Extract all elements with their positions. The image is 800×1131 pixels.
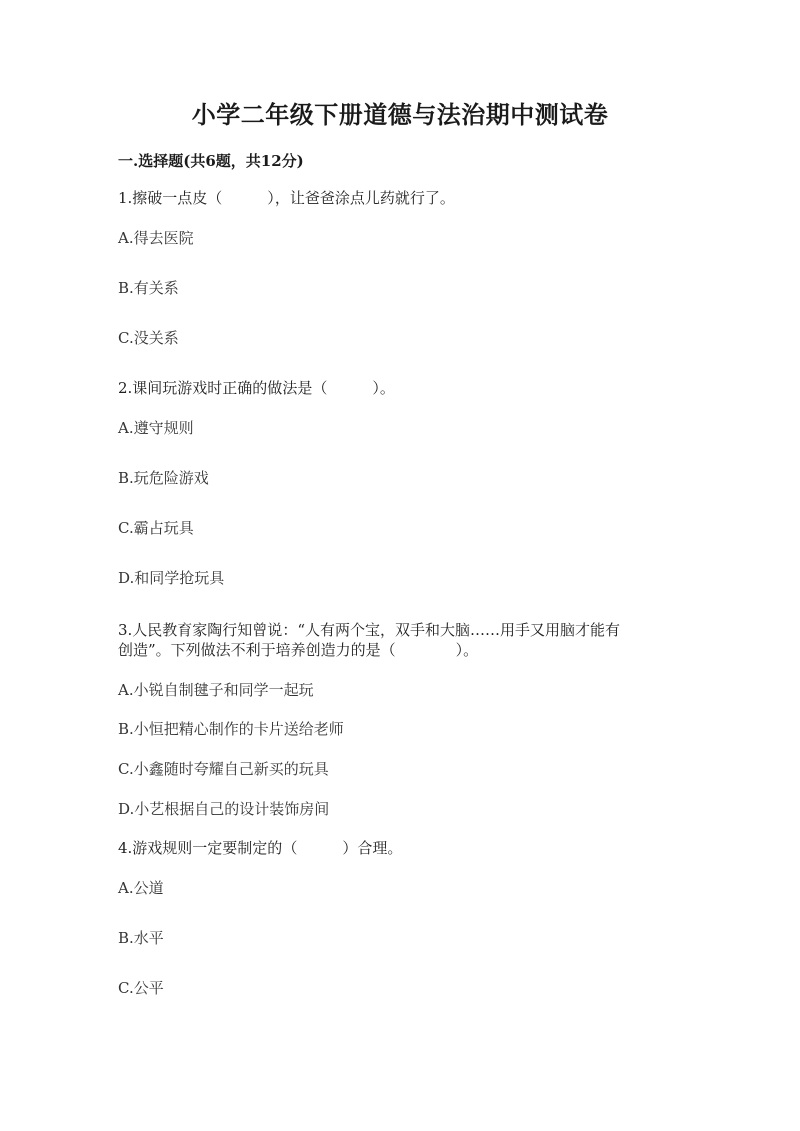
section-heading: 一.选择题(共6题，共12分) <box>118 152 304 170</box>
question-4-option-a: A.公道 <box>118 879 164 897</box>
question-4-stem: 4.游戏规则一定要制定的（ ）合理。 <box>118 839 403 857</box>
question-4-option-c: C.公平 <box>118 979 164 997</box>
question-3-option-d: D.小艺根据自己的设计装饰房间 <box>118 800 330 818</box>
question-2-stem: 2.课间玩游戏时正确的做法是（ ）。 <box>118 379 395 397</box>
question-4-option-b: B.水平 <box>118 929 164 947</box>
page-title: 小学二年级下册道德与法治期中测试卷 <box>191 100 609 129</box>
question-1-option-a: A.得去医院 <box>118 229 194 247</box>
question-3-option-a: A.小锐自制毽子和同学一起玩 <box>118 681 314 699</box>
question-3-stem-line-1: 3.人民教育家陶行知曾说：“人有两个宝，双手和大脑……用手又用脑才能有 <box>118 621 620 639</box>
question-1-option-c: C.没关系 <box>118 329 179 347</box>
question-1-option-b: B.有关系 <box>118 279 179 297</box>
question-2-option-b: B.玩危险游戏 <box>118 469 209 487</box>
question-2-option-d: D.和同学抢玩具 <box>118 569 225 587</box>
question-3-option-c: C.小鑫随时夸耀自己新买的玩具 <box>118 760 329 778</box>
question-1-stem: 1.擦破一点皮（ ），让爸爸涂点儿药就行了。 <box>118 189 455 207</box>
question-2-option-c: C.霸占玩具 <box>118 519 194 537</box>
question-2-option-a: A.遵守规则 <box>118 419 194 437</box>
question-3-option-b: B.小恒把精心制作的卡片送给老师 <box>118 720 344 738</box>
question-3-stem-line-2: 创造”。下列做法不利于培养创造力的是（ ）。 <box>118 641 479 659</box>
